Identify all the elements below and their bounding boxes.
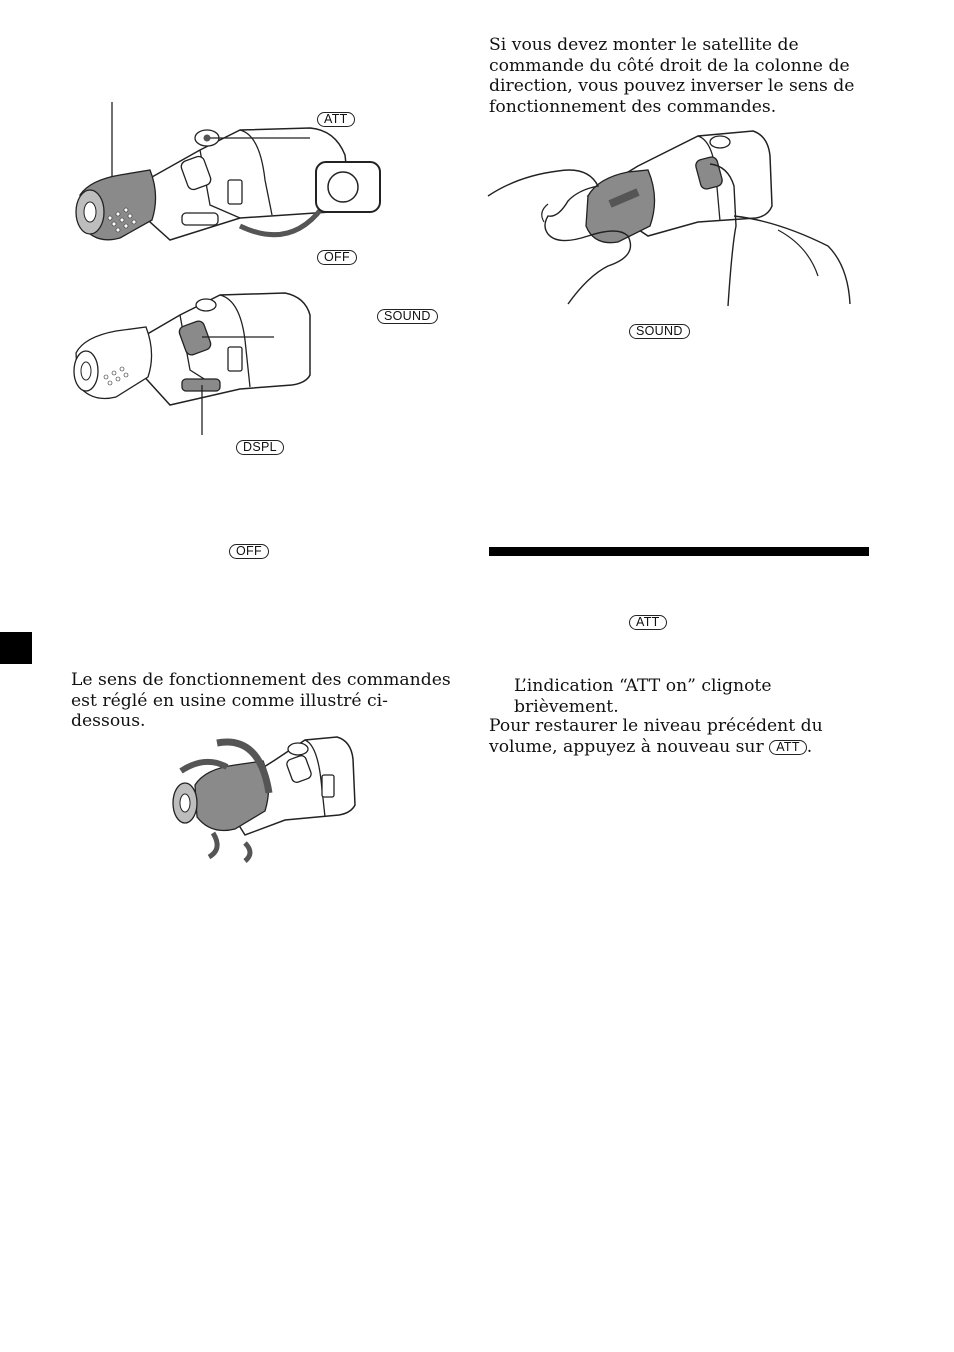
right-mount-paragraph: Si vous devez monter le satellite de commande du côté droit de la colonne de direction, vous pouvez inverser le sens de fonctionnement des commandes. (489, 35, 855, 117)
key-att: ATT (317, 112, 355, 127)
restore-text: Pour restaurer le niveau précédent du volume, appuyez à nouveau sur (489, 716, 823, 757)
factory-direction-paragraph: Le sens de fonctionnement des commandes est réglé en usine comme illustré ci-dessous. (71, 670, 451, 731)
key-off-standalone: OFF (229, 544, 269, 559)
rotary-commander-illustration-2 (60, 285, 290, 440)
page-side-tab (0, 632, 32, 664)
key-sound: SOUND (377, 309, 438, 324)
restore-volume-paragraph (489, 716, 874, 757)
key-sound-hand: SOUND (629, 324, 690, 339)
factory-rotation-illustration (165, 725, 360, 865)
key-att-section: ATT (629, 615, 667, 630)
restore-period: . (806, 736, 813, 757)
section-rule (489, 547, 869, 556)
key-att-inline: ATT (769, 740, 807, 755)
key-dspl: DSPL (236, 440, 284, 455)
att-on-indication: L’indication “ATT on” clignote brièvement. (514, 676, 772, 717)
hand-commander-illustration (488, 126, 853, 306)
key-off: OFF (317, 250, 357, 265)
